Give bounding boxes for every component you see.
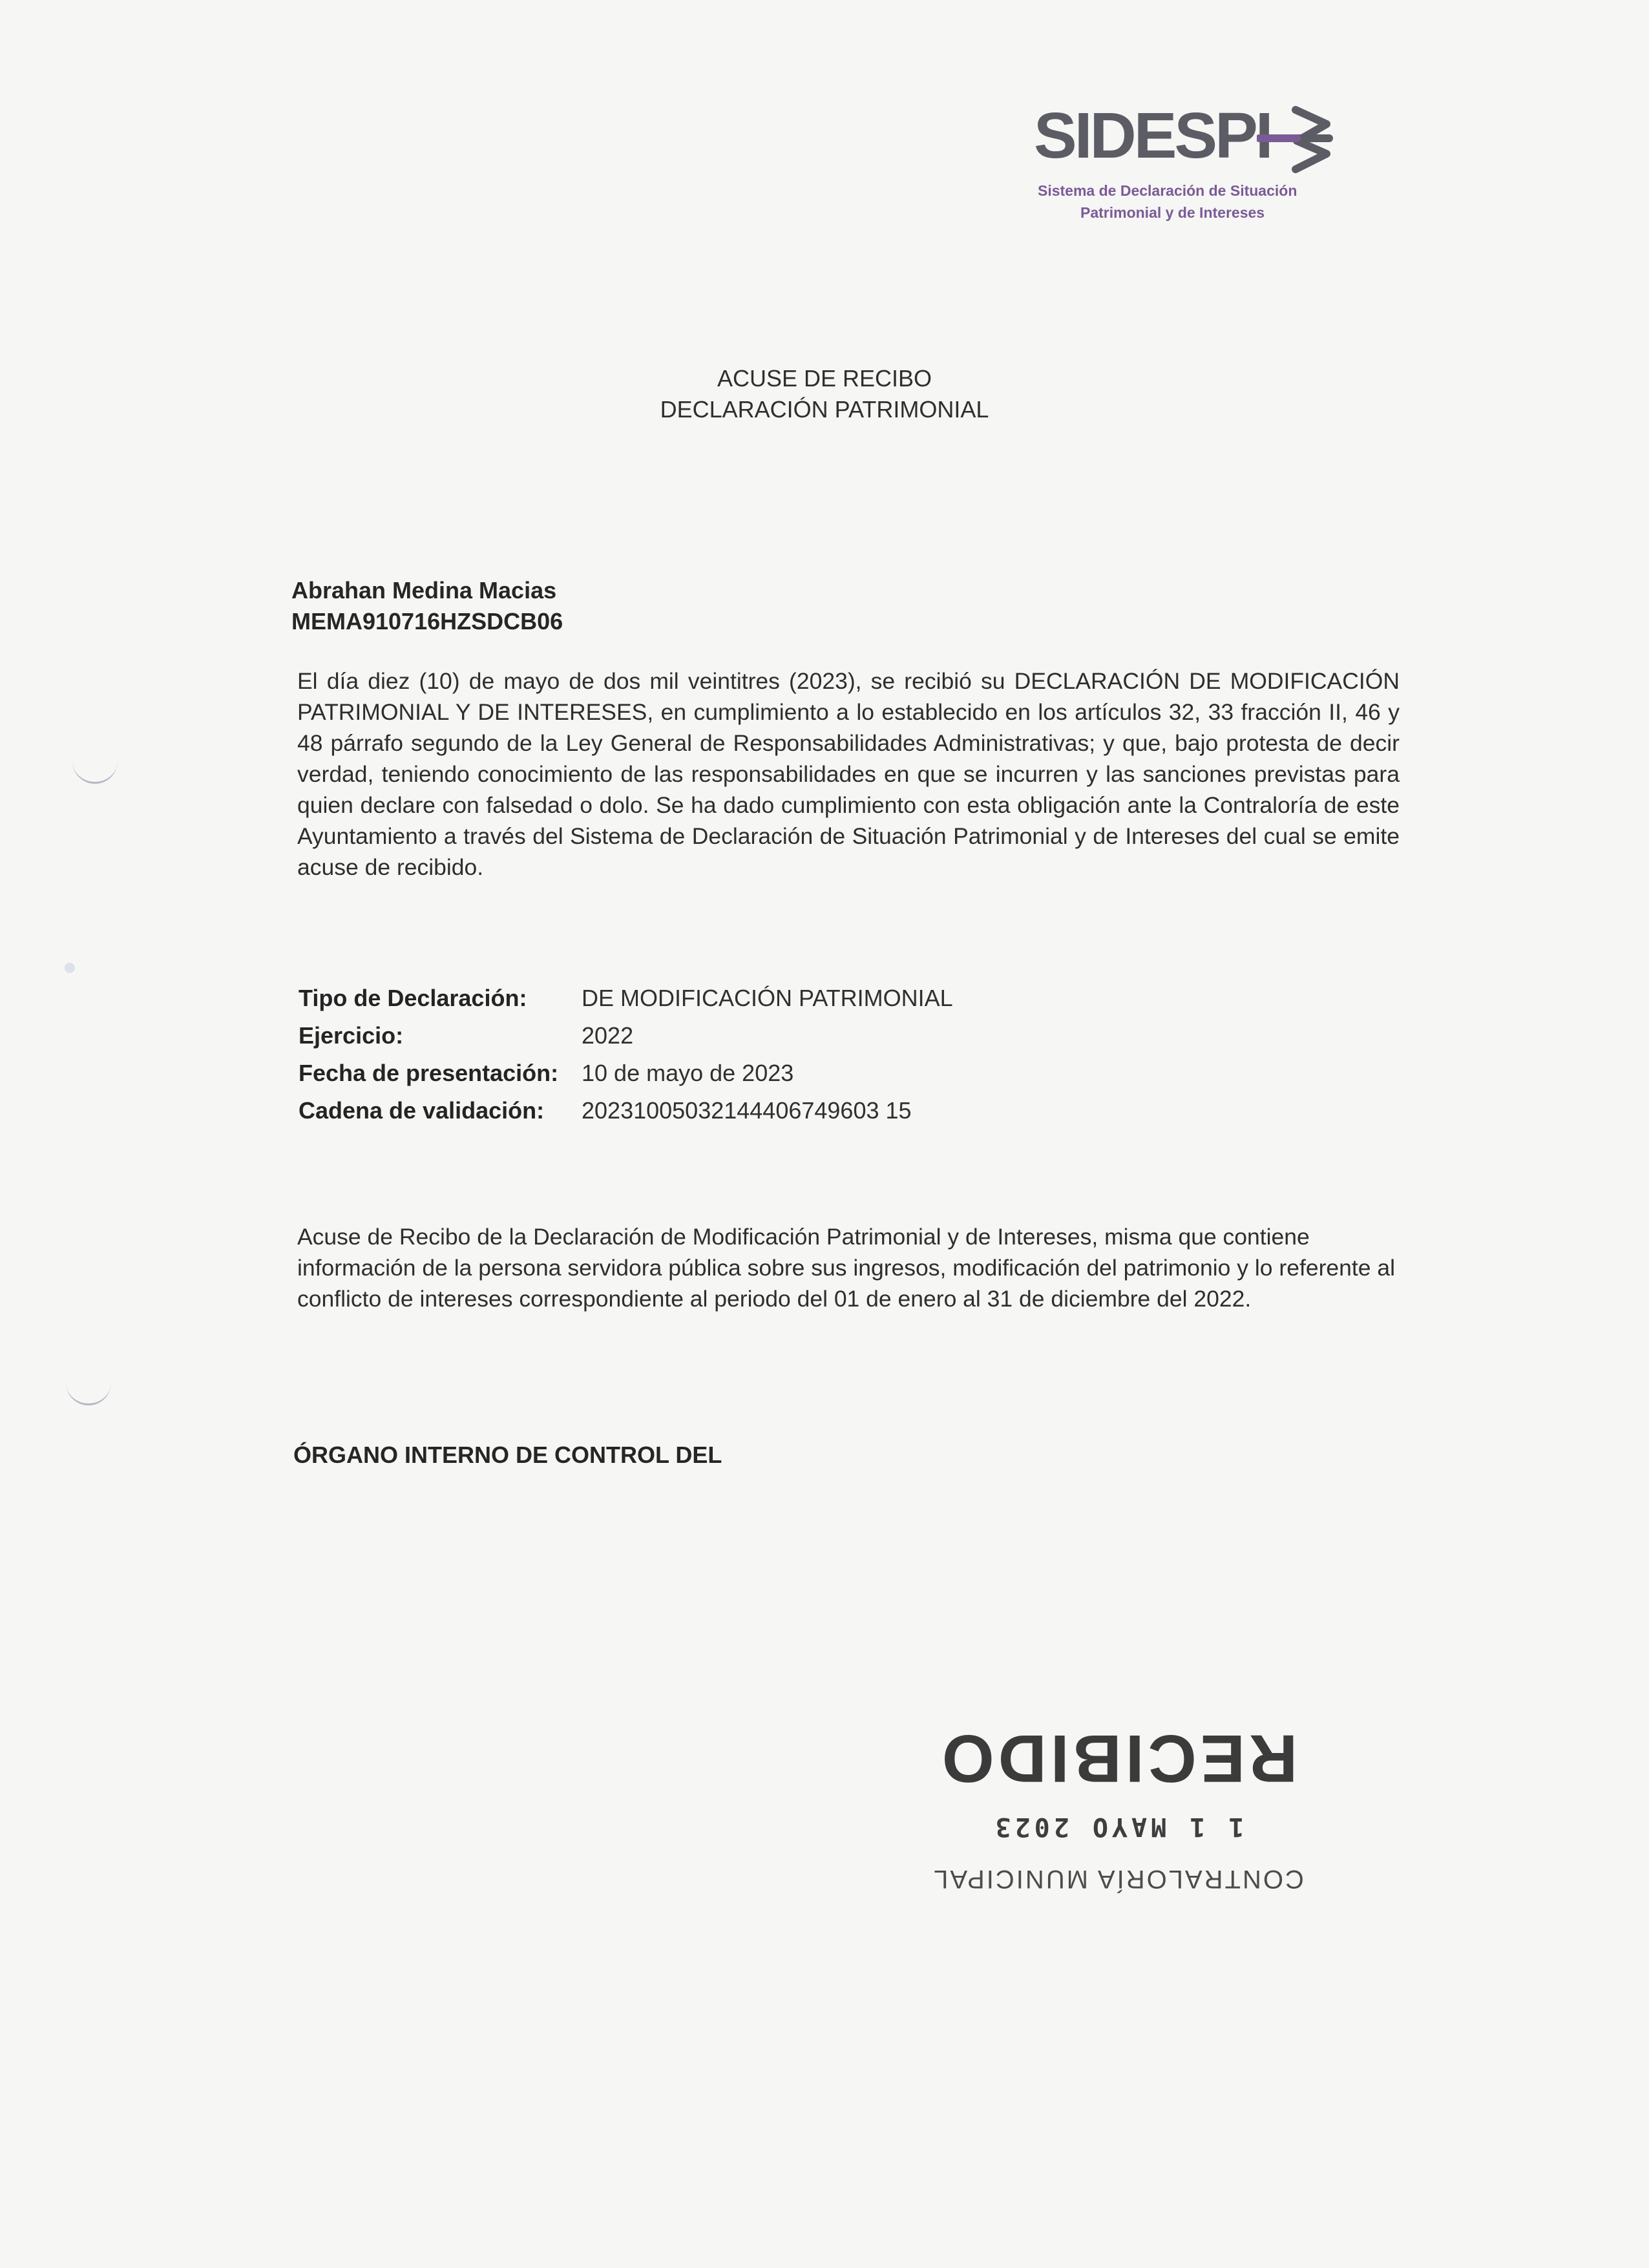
arrow-logo-icon (1257, 105, 1338, 176)
detail-value: 20231005032144406749603 15 (582, 1097, 912, 1124)
detail-value: DE MODIFICACIÓN PATRIMONIAL (582, 985, 953, 1011)
binder-hole-mark (72, 756, 118, 784)
recipient-block (291, 575, 563, 637)
scan-speck (65, 963, 75, 973)
detail-value: 2022 (582, 1022, 634, 1049)
detail-value: 10 de mayo de 2023 (582, 1060, 794, 1086)
stamp-date: 1 1 MAYO 2023 (991, 1812, 1245, 1842)
detail-label: Tipo de Declaración: (299, 985, 527, 1011)
issuing-organ: ÓRGANO INTERNO DE CONTROL DEL (293, 1442, 722, 1468)
stamp-organization: CONTRALORÍA MUNICIPAL (932, 1865, 1304, 1893)
detail-label: Cadena de validación: (299, 1097, 545, 1124)
title-line-1: ACUSE DE RECIBO (717, 365, 932, 392)
detail-label: Ejercicio: (299, 1022, 404, 1049)
recipient-id: MEMA910716HZSDCB06 (291, 608, 563, 635)
logo-subtitle-line1: Sistema de Declaración de Situación (1038, 182, 1297, 199)
binder-hole-mark (66, 1378, 111, 1405)
detail-row (299, 1055, 953, 1092)
detail-row (299, 1017, 953, 1055)
logo-subtitle-line2: Patrimonial y de Intereses (1080, 204, 1265, 221)
document-title (0, 363, 1649, 425)
recipient-name: Abrahan Medina Macias (291, 577, 557, 604)
sidespi-logo (1034, 100, 1338, 226)
detail-row (299, 980, 953, 1017)
logo-wordmark: SIDESPI (1034, 100, 1271, 172)
receipt-paragraph: El día diez (10) de mayo de dos mil veintitres (2023), se recibió su DECLARACIÓN DE MODIFICACIÓN PATRIMONIAL Y DE INTERESES, en cumplimiento a lo establecido en los artículos 32, 33 fracción II, 46 y 48 párrafo segundo de la Ley General de Responsabilidades Administrativas; y que, bajo protesta de decir verdad, teniendo conocimiento de las responsabilidades en que se incurren y las sanciones previstas para quien declare con falsedad o dolo. Se ha dado cumplimiento con esta obligación ante la Contraloría de este Ayuntamiento a través del Sistema de Declaración de Situación Patrimonial y de Intereses del cual se emite acuse de recibido. (297, 668, 1400, 880)
summary-paragraph: Acuse de Recibo de la Declaración de Modificación Patrimonial y de Intereses, misma que contiene información de la persona servidora pública sobre sus ingresos, modificación del patrimonio y lo referente al conflicto de intereses correspondiente al periodo del 01 de enero al 31 de diciembre del 2022. (297, 1224, 1395, 1312)
detail-label: Fecha de presentación: (299, 1060, 559, 1086)
declaration-details (299, 980, 953, 1129)
title-line-2: DECLARACIÓN PATRIMONIAL (660, 396, 989, 423)
received-stamp (924, 1674, 1312, 1893)
detail-row (299, 1092, 953, 1129)
stamp-label: RECIBIDO (938, 1721, 1298, 1796)
